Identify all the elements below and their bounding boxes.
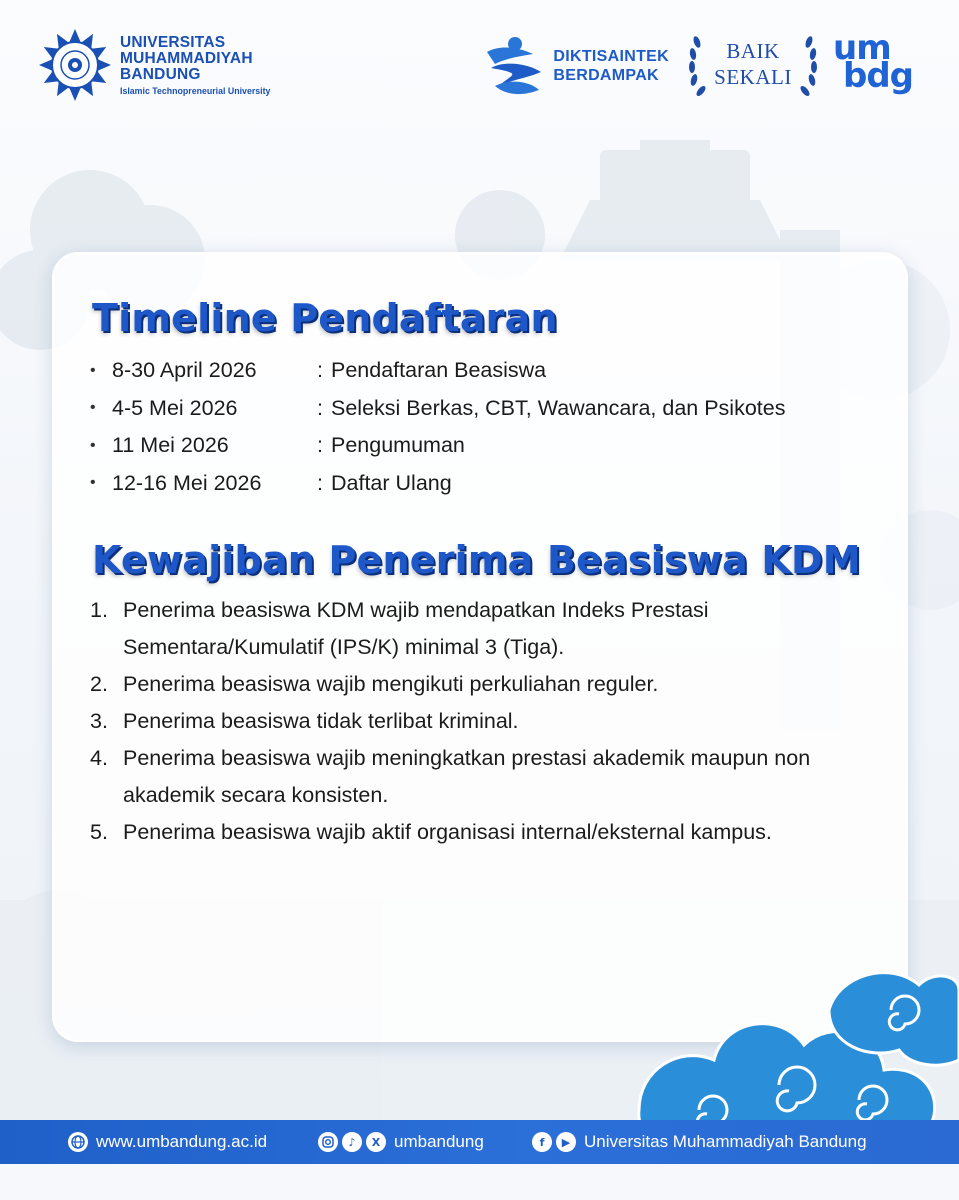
list-number: 1. — [90, 598, 108, 622]
footer-social[interactable] — [318, 1120, 484, 1164]
timeline-item — [90, 390, 890, 428]
list-item — [90, 740, 880, 814]
list-item — [90, 814, 880, 851]
bullet: • — [90, 399, 96, 417]
obligations-title: Kewajiban Penerima Beasiswa KDM — [92, 538, 861, 582]
separator: : — [317, 395, 323, 420]
university-name-line-3: BANDUNG — [120, 65, 201, 83]
timeline-item — [90, 427, 890, 465]
list-number: 4. — [90, 746, 108, 770]
dikti-line-2: BERDAMPAK — [553, 67, 659, 84]
list-item — [90, 592, 880, 666]
accreditation-badge — [683, 30, 823, 102]
list-text: Penerima beasiswa wajib aktif organisasi internal/eksternal kampus. — [123, 820, 772, 844]
list-number: 2. — [90, 672, 108, 696]
footer-pages[interactable] — [532, 1120, 867, 1164]
timeline-event: Pendaftaran Beasiswa — [331, 358, 547, 383]
timeline-item — [90, 352, 890, 390]
timeline-event: Daftar Ulang — [331, 470, 452, 495]
university-tagline: Islamic Technopreneurial University — [120, 85, 271, 96]
separator: : — [317, 433, 323, 458]
list-text: Penerima beasiswa wajib mengikuti perkuliahan reguler. — [123, 672, 659, 696]
bullet: • — [90, 361, 96, 379]
list-item — [90, 666, 880, 703]
list-text: Penerima beasiswa KDM wajib mendapatkan Indeks Prestasi Sementara/Kumulatif (IPS/K) minimal 3 (Tiga). — [123, 598, 709, 659]
umbdg-logo — [831, 30, 921, 102]
timeline-item — [90, 465, 890, 503]
umbdg-logo-bottom: bdg — [843, 56, 914, 96]
youtube-icon[interactable]: ▶ — [556, 1132, 576, 1152]
facebook-icon[interactable]: f — [532, 1132, 552, 1152]
list-item — [90, 703, 880, 740]
timeline-date: 8-30 April 2026 — [112, 358, 257, 383]
dikti-line-1: DIKTISAINTEK — [553, 48, 669, 65]
university-name-line-1: UNIVERSITAS — [120, 33, 226, 51]
globe-icon — [68, 1132, 88, 1152]
timeline-title: Timeline Pendaftaran — [92, 296, 558, 340]
diktisaintek-brand — [481, 34, 669, 98]
page-name[interactable]: Universitas Muhammadiyah Bandung — [584, 1132, 867, 1151]
accreditation-line-2: SEKALI — [714, 65, 792, 89]
obligations-list — [90, 592, 880, 851]
instagram-icon[interactable] — [318, 1132, 338, 1152]
x-icon[interactable]: X — [366, 1132, 386, 1152]
separator: : — [317, 470, 323, 495]
university-name-line-2: MUHAMMADIYAH — [120, 49, 253, 67]
timeline-date: 12-16 Mei 2026 — [112, 470, 262, 495]
umbandung-seal-icon — [38, 28, 112, 102]
tiktok-icon[interactable]: ♪ — [342, 1132, 362, 1152]
bullet: • — [90, 474, 96, 492]
list-number: 5. — [90, 820, 108, 844]
university-brand — [38, 28, 270, 102]
timeline-list — [90, 352, 890, 502]
accreditation-line-1: BAIK — [726, 39, 780, 63]
list-text: Penerima beasiswa wajib meningkatkan prestasi akademik maupun non akademik secara konsisten. — [123, 746, 811, 807]
list-number: 3. — [90, 709, 108, 733]
timeline-event: Pengumuman — [331, 433, 465, 458]
bottom-strip — [0, 1164, 959, 1200]
partner-logos — [481, 30, 921, 102]
list-text: Penerima beasiswa tidak terlibat kriminal. — [123, 709, 519, 733]
bullet: • — [90, 436, 96, 454]
umbdg-logo-top: um — [833, 28, 891, 68]
timeline-date: 4-5 Mei 2026 — [112, 395, 238, 420]
timeline-date: 11 Mei 2026 — [112, 433, 229, 458]
separator: : — [317, 358, 323, 383]
footer-bar — [0, 1120, 959, 1164]
timeline-event: Seleksi Berkas, CBT, Wawancara, dan Psikotes — [331, 395, 786, 420]
footer-website[interactable] — [68, 1120, 267, 1164]
website-url[interactable]: www.umbandung.ac.id — [96, 1132, 268, 1151]
diktisaintek-logo-icon — [481, 34, 549, 98]
social-handle[interactable]: umbandung — [394, 1132, 484, 1151]
